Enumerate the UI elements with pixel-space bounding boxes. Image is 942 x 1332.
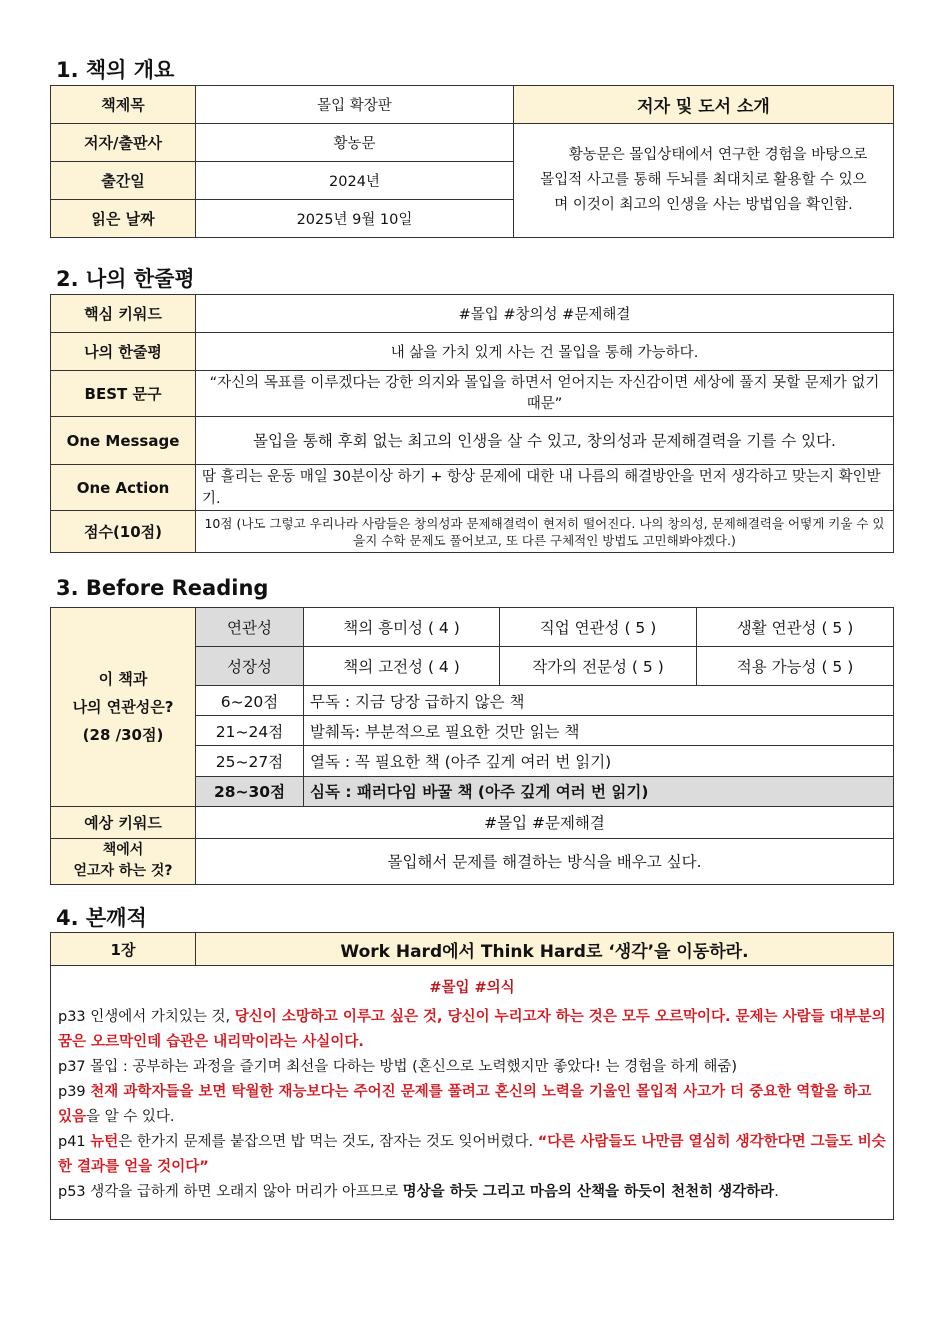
note-p33: p33 인생에서 가치있는 것, 당신이 소망하고 이루고 싶은 것, 당신이 누리고자 하는 것은 모두 오르막이다. 문제는 사람들 대부분의 꿈은 오르막인데 습관은 내리막이라는 사실이다. — [58, 1009, 886, 1050]
chapter-label: 1장 — [51, 933, 196, 966]
label-score: 점수(10점) — [51, 511, 196, 553]
review-table — [50, 294, 894, 553]
label-one-message: One Message — [51, 417, 196, 465]
label-goal: 책에서 얻고자 하는 것? — [51, 838, 196, 884]
chapter-title: Work Hard에서 Think Hard로 ‘생각’을 이동하라. — [196, 933, 894, 966]
notes-table — [50, 932, 894, 1220]
section-4-title: 4. 본깨적 — [56, 906, 147, 930]
range-4-desc: 심독 : 패러다임 바꿀 책 (아주 깊게 여러 번 읽기) — [304, 776, 894, 806]
note-p37: p37 몰입 : 공부하는 과정을 즐기며 최선을 다하는 방법 (혼신으로 노력했지만 좋았다! 는 경험을 하게 해줌) — [58, 1059, 738, 1075]
value-score: 10점 (나도 그렇고 우리나라 사람들은 창의성과 문제해결력이 현저히 떨어진다. 나의 창의성, 문제해결력을 어떻게 키울 수 있을지 수학 문제도 풀어보고, 또 다른 구체적인 방법도 고민해봐야겠다.) — [196, 511, 894, 553]
label-best-quote: BEST 문구 — [51, 371, 196, 417]
note-p53: p53 생각을 급하게 하면 오래지 않아 머리가 아프므로 명상을 하듯 그리고 마음의 산책을 하듯이 천천히 생각하라. — [58, 1184, 779, 1200]
value-goal: 몰입해서 문제를 해결하는 방식을 배우고 싶다. — [196, 838, 894, 884]
label-pub-date: 출간일 — [51, 162, 196, 200]
label-read-date: 읽은 날짜 — [51, 200, 196, 238]
label-expected-keywords: 예상 키워드 — [51, 806, 196, 838]
label-book-title: 책제목 — [51, 86, 196, 124]
score-life: 생활 연관성 ( 5 ) — [697, 608, 894, 647]
range-1-desc: 무독 : 지금 당장 급하지 않은 책 — [304, 686, 894, 716]
note-p39: p39 천재 과학자들을 보면 탁월한 재능보다는 주어진 문제를 풀려고 혼신의 노력을 기울인 몰입적 사고가 더 중요한 역할을 하고 있음을 알 수 있다. — [58, 1084, 872, 1125]
score-classic: 책의 고전성 ( 4 ) — [304, 647, 500, 686]
value-read-date: 2025년 9월 10일 — [196, 200, 514, 238]
category-relevance: 연관성 — [196, 608, 304, 647]
label-keywords: 핵심 키워드 — [51, 295, 196, 333]
range-2-desc: 발췌독: 부분적으로 필요한 것만 읽는 책 — [304, 716, 894, 746]
notes-keywords: #몰입 #의식 — [429, 980, 515, 996]
overview-table — [50, 85, 894, 238]
intro-text: 황농문은 몰입상태에서 연구한 경험을 바탕으로 몰입적 사고를 통해 두뇌를 최대치로 활용할 수 있으며 이것이 최고의 인생을 사는 방법임을 확인함. — [514, 124, 894, 238]
score-applicability: 적용 가능성 ( 5 ) — [697, 647, 894, 686]
note-p41: p41 뉴턴은 한가지 문제를 붙잡으면 밥 먹는 것도, 잠자는 것도 잊어버렸다. “다른 사람들도 나만큼 열심히 생각한다면 그들도 비슷한 결과를 얻을 것이다” — [58, 1134, 886, 1175]
score-interest: 책의 흥미성 ( 4 ) — [304, 608, 500, 647]
label-one-line: 나의 한줄평 — [51, 333, 196, 371]
value-one-message: 몰입을 통해 후회 없는 최고의 인생을 살 수 있고, 창의성과 문제해결력을 기를 수 있다. — [196, 417, 894, 465]
before-reading-table — [50, 607, 894, 885]
label-one-action: One Action — [51, 465, 196, 511]
value-one-action: 땀 흘리는 운동 매일 30분이상 하기 + 항상 문제에 대한 내 나름의 해결방안을 먼저 생각하고 맞는지 확인받기. — [196, 465, 894, 511]
score-job: 직업 연관성 ( 5 ) — [500, 608, 697, 647]
category-growth: 성장성 — [196, 647, 304, 686]
value-pub-date: 2024년 — [196, 162, 514, 200]
section-1-title: 1. 책의 개요 — [56, 58, 175, 82]
label-author: 저자/출판사 — [51, 124, 196, 162]
value-expected-keywords: #몰입 #문제해결 — [196, 806, 894, 838]
range-4: 28~30점 — [196, 776, 304, 806]
section-3-title: 3. Before Reading — [56, 576, 269, 600]
value-author: 황농문 — [196, 124, 514, 162]
value-book-title: 몰입 확장판 — [196, 86, 514, 124]
range-1: 6~20점 — [196, 686, 304, 716]
range-2: 21~24점 — [196, 716, 304, 746]
chapter-notes — [51, 966, 894, 1220]
value-one-line: 내 삶을 가치 있게 사는 건 몰입을 통해 가능하다. — [196, 333, 894, 371]
value-best-quote: “자신의 목표를 이루겠다는 강한 의지와 몰입을 하면서 얻어지는 자신감이면 세상에 풀지 못할 문제가 없기 때문” — [196, 371, 894, 417]
section-2-title: 2. 나의 한줄평 — [56, 267, 195, 291]
score-expertise: 작가의 전문성 ( 5 ) — [500, 647, 697, 686]
relation-label: 이 책과 나의 연관성은? (28 /30점) — [51, 608, 196, 807]
intro-header: 저자 및 도서 소개 — [514, 86, 894, 124]
range-3: 25~27점 — [196, 746, 304, 776]
value-keywords: #몰입 #창의성 #문제해결 — [196, 295, 894, 333]
range-3-desc: 열독 : 꼭 필요한 책 (아주 깊게 여러 번 읽기) — [304, 746, 894, 776]
